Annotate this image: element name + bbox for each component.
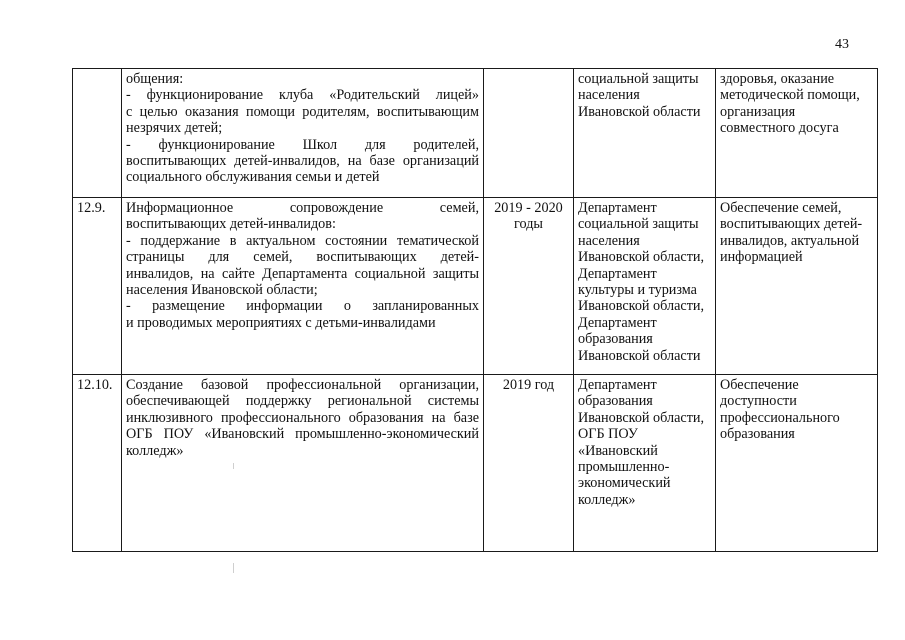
responsible-line: Департамент bbox=[578, 265, 657, 282]
responsible-cell bbox=[574, 69, 716, 198]
period-cell bbox=[484, 198, 574, 375]
expected-result-line: организация bbox=[720, 103, 796, 120]
expected-result-line: профессионального bbox=[720, 409, 840, 426]
responsible-cell bbox=[574, 375, 716, 552]
expected-result-cell bbox=[716, 198, 878, 375]
responsible-line: Ивановской области, bbox=[578, 249, 705, 266]
event-description-line: - функционирование Школ для родителей, bbox=[126, 136, 479, 153]
responsible-line: культуры и туризма bbox=[578, 282, 697, 299]
event-description-line: с целью оказания помощи родителям, воспитывающим bbox=[126, 103, 479, 120]
event-description-line: социального обслуживания семьи и детей bbox=[126, 169, 380, 186]
event-description-cell bbox=[122, 198, 484, 375]
item-number-cell: 12.10. bbox=[73, 375, 122, 552]
expected-result-line: образования bbox=[720, 426, 795, 443]
expected-result-line: инвалидов, актуальной bbox=[720, 232, 860, 249]
period-cell bbox=[484, 69, 574, 198]
responsible-cell bbox=[574, 198, 716, 375]
expected-result-line: здоровья, оказание bbox=[720, 71, 835, 87]
event-description-line: воспитывающих детей-инвалидов, на базе организаций bbox=[126, 153, 479, 170]
item-number-cell bbox=[73, 69, 122, 198]
scan-artifact bbox=[233, 463, 234, 469]
event-description-line: ОГБ ПОУ «Ивановский промышленно-экономический bbox=[126, 426, 479, 443]
expected-result-cell bbox=[716, 375, 878, 552]
event-description-cell bbox=[122, 69, 484, 198]
event-description-line: - поддержание в актуальном состоянии тематической bbox=[126, 232, 479, 249]
table-row bbox=[73, 375, 878, 552]
item-number-cell: 12.9. bbox=[73, 198, 122, 375]
period-cell bbox=[484, 375, 574, 552]
scan-artifact bbox=[233, 563, 234, 573]
responsible-line: Ивановской области bbox=[578, 103, 701, 120]
expected-result-line: Обеспечение bbox=[720, 377, 799, 393]
expected-result-line: методической помощи, bbox=[720, 87, 860, 104]
event-description-line: - размещение информации о запланированных bbox=[126, 298, 479, 315]
responsible-line: образования bbox=[578, 331, 653, 348]
event-description-line: Создание базовой профессиональной организации, bbox=[126, 377, 479, 393]
responsible-line: социальной защиты bbox=[578, 216, 699, 233]
responsible-line: Ивановской области bbox=[578, 347, 701, 364]
responsible-line: Департамент bbox=[578, 377, 657, 393]
responsible-line: населения bbox=[578, 87, 640, 104]
period-line: годы bbox=[514, 216, 543, 233]
responsible-line: «Ивановский bbox=[578, 442, 658, 459]
responsible-line: колледж» bbox=[578, 491, 636, 508]
table-row bbox=[73, 69, 878, 198]
event-description-line: незрячих детей; bbox=[126, 120, 223, 137]
event-description-line: Информационное сопровождение семей, bbox=[126, 200, 479, 216]
responsible-line: Ивановской области, bbox=[578, 409, 705, 426]
page-number: 43 bbox=[835, 37, 849, 52]
table-row bbox=[73, 198, 878, 375]
event-description-line: - функционирование клуба «Родительский лицей» bbox=[126, 87, 479, 104]
activities-table bbox=[72, 68, 878, 552]
expected-result-line: совместного досуга bbox=[720, 120, 839, 137]
event-description-line: инклюзивного профессионального образования на базе bbox=[126, 409, 479, 426]
event-description-line: обеспечивающей поддержку региональной системы bbox=[126, 393, 479, 410]
responsible-line: промышленно- bbox=[578, 459, 670, 476]
expected-result-line: Обеспечение семей, bbox=[720, 200, 842, 216]
event-description-line: колледж» bbox=[126, 442, 184, 459]
expected-result-line: воспитывающих детей- bbox=[720, 216, 863, 233]
responsible-line: Департамент bbox=[578, 200, 657, 216]
event-description-cell bbox=[122, 375, 484, 552]
period-line: 2019 год bbox=[502, 377, 555, 393]
event-description-line: населения Ивановской области; bbox=[126, 282, 318, 299]
event-description-line: воспитывающих детей-инвалидов: bbox=[126, 216, 336, 233]
responsible-line: экономический bbox=[578, 475, 671, 492]
expected-result-line: доступности bbox=[720, 393, 797, 410]
event-description-line: инвалидов, на сайте Департамента социальной защиты bbox=[126, 265, 479, 282]
responsible-line: образования bbox=[578, 393, 653, 410]
responsible-line: ОГБ ПОУ bbox=[578, 426, 638, 443]
event-description-line: и проводимых мероприятиях с детьми-инвалидами bbox=[126, 314, 436, 331]
expected-result-cell bbox=[716, 69, 878, 198]
expected-result-line: информацией bbox=[720, 249, 803, 266]
responsible-line: социальной защиты bbox=[578, 71, 699, 87]
event-description-line: страницы для семей, воспитывающих детей- bbox=[126, 249, 479, 266]
period-line: 2019 - 2020 bbox=[494, 200, 563, 216]
event-description-line: общения: bbox=[126, 71, 184, 87]
responsible-line: населения bbox=[578, 232, 640, 249]
responsible-line: Департамент bbox=[578, 314, 657, 331]
responsible-line: Ивановской области, bbox=[578, 298, 705, 315]
